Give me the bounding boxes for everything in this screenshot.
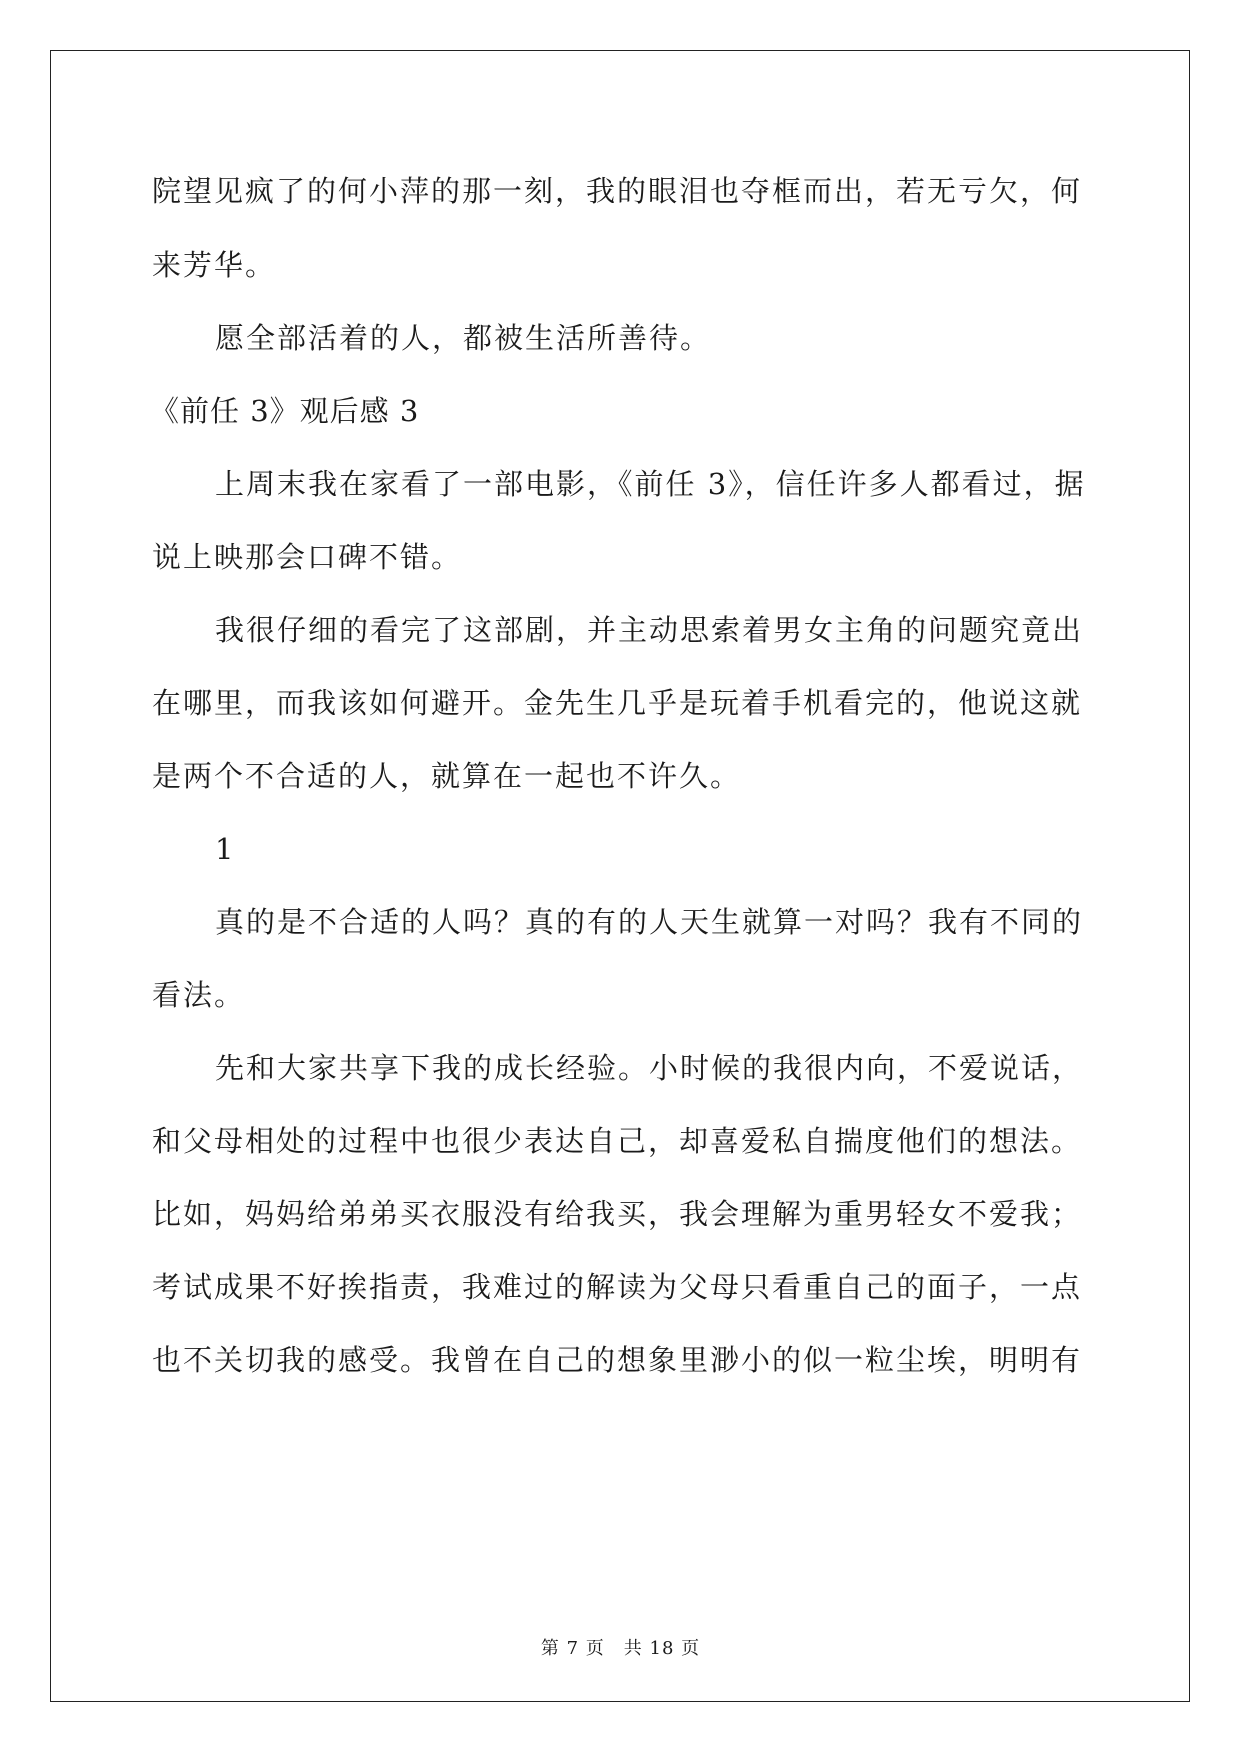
page-border: [50, 50, 1190, 1702]
section-heading: 《前任 3》观后感 3: [150, 394, 420, 428]
text-line: 我很仔细的看完了这部剧，并主动思索着男女主角的问题究竟出: [215, 613, 1084, 647]
text-line: 上周末我在家看了一部电影，《前任 3》，信任许多人都看过，据: [215, 467, 1086, 501]
text-line: 院望见疯了的何小萍的那一刻，我的眼泪也夺框而出，若无亏欠，何: [152, 174, 1083, 208]
text-line: 看法。: [152, 978, 246, 1012]
text-line: 和父母相处的过程中也很少表达自己，却喜爱私自揣度他们的想法。: [152, 1124, 1083, 1158]
page-number-footer: 第 7 页 共 18 页: [540, 1638, 701, 1659]
text-line: 考试成果不好挨指责，我难过的解读为父母只看重自己的面子，一点: [152, 1270, 1083, 1304]
text-line: 在哪里，而我该如何避开。金先生几乎是玩着手机看完的，他说这就: [152, 686, 1083, 720]
text-line: 来芳华。: [152, 248, 277, 282]
text-line: 是两个不合适的人，就算在一起也不许久。: [152, 759, 742, 793]
text-line: 说上映那会口碑不错。: [152, 540, 463, 574]
text-line: 愿全部活着的人，都被生活所善待。: [215, 321, 712, 355]
text-line: 也不关切我的感受。我曾在自己的想象里渺小的似一粒尘埃，明明有: [152, 1343, 1083, 1377]
text-line: 真的是不合适的人吗？真的有的人天生就算一对吗？我有不同的: [215, 905, 1084, 939]
text-line: 先和大家共享下我的成长经验。小时候的我很内向，不爱说话，: [215, 1051, 1084, 1085]
text-line: 比如，妈妈给弟弟买衣服没有给我买，我会理解为重男轻女不爱我；: [152, 1197, 1083, 1231]
section-number: 1: [215, 832, 236, 866]
